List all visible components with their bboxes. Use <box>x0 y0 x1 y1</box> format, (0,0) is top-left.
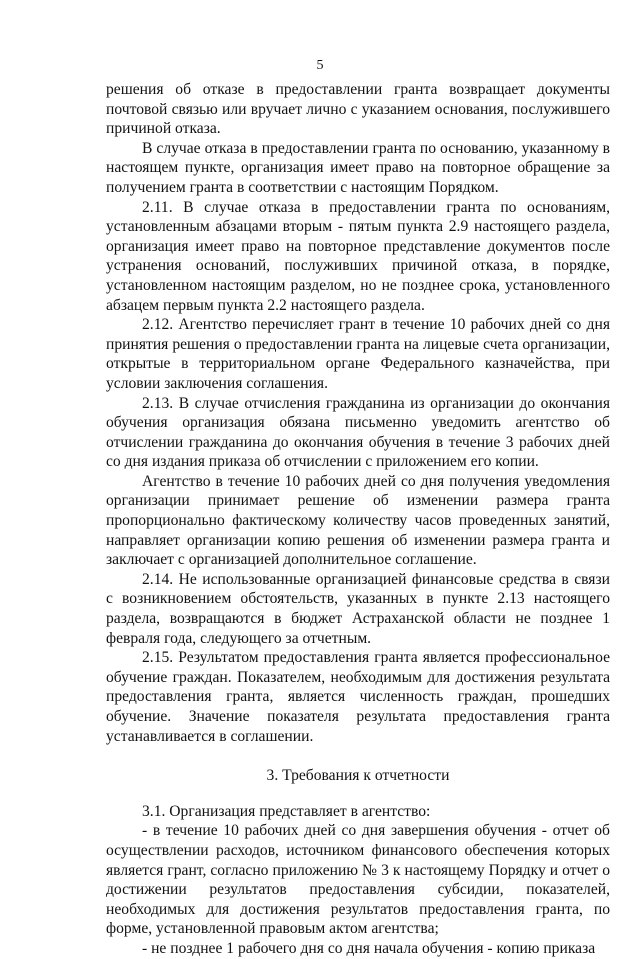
paragraph: - в течение 10 рабочих дней со дня завершения обучения - отчет об осуществлении расходов, источником финансового обеспечения которых является грант, согласно приложению № 3 к настоящему Порядку и отчет о достижении результатов предоставления субсидии, показателей, необходимых для достижения результатов предоставления гранта, по форме, установленной правовым актом агентства; <box>106 822 610 938</box>
paragraph: Агентство в течение 10 рабочих дней со дня получения уведомления организации принимает решение об изменении размера гранта пропорционально фактическому количеству часов проведенных занятий, направляет организации копию решения об изменении размера гранта и заключает с организацией дополнительное соглашение. <box>106 472 610 569</box>
page-number: 5 <box>316 58 324 73</box>
section-heading: 3. Требования к отчетности <box>266 767 450 785</box>
paragraph: - не позднее 1 рабочего дня со дня начала обучения - копию приказа <box>142 939 596 957</box>
paragraph: 2.14. Не использованные организацией финансовые средства в связи с возникновением обстоятельств, указанных в пункте 2.13 настоящего раздела, возвращаются в бюджет Астраханской области не позднее 1 февраля года, следующего за отчетным. <box>106 570 610 647</box>
paragraph: В случае отказа в предоставлении гранта по основанию, указанному в настоящем пункте, организация имеет право на повторное обращение за получением гранта в соответствии с настоящим Порядком. <box>106 139 610 196</box>
paragraph: 2.13. В случае отчисления гражданина из организации до окончания обучения организация обязана письменно уведомить агентство об отчислении гражданина до окончания обучения в течение 3 рабочих дней со дня издания приказа об отчислении с приложением его копии. <box>106 394 610 471</box>
paragraph: 2.11. В случае отказа в предоставлении гранта по основаниям, установленным абзацами вторым - пятым пункта 2.9 настоящего раздела, организация имеет право на повторное представление документов после устранения оснований, послуживших причиной отказа, в порядке, установленном настоящим разделом, но не позднее срока, установленного абзацем первым пункта 2.2 настоящего раздела. <box>106 198 610 314</box>
paragraphs-after <box>106 802 610 959</box>
paragraph: решения об отказе в предоставлении гранта возвращает документы почтовой связью или вручает лично с указанием основания, послужившего причиной отказа. <box>106 81 610 138</box>
paragraph: 2.15. Результатом предоставления гранта является профессиональное обучение граждан. Показателем, необходимым для достижения результата предоставления гранта, является численность граждан, прошедших обучение. Значение показателя результата предоставления гранта устанавливается в соглашении. <box>106 649 610 745</box>
paragraphs-before <box>106 80 610 746</box>
paragraph: 3.1. Организация представляет в агентство: <box>142 802 431 820</box>
paragraph: 2.12. Агентство перечисляет грант в течение 10 рабочих дней со дня принятия решения о предоставлении гранта на лицевые счета организации, открытые в территориальном органе Федерального казначейства, при условии заключения соглашения. <box>106 316 610 392</box>
document-body <box>106 80 610 959</box>
